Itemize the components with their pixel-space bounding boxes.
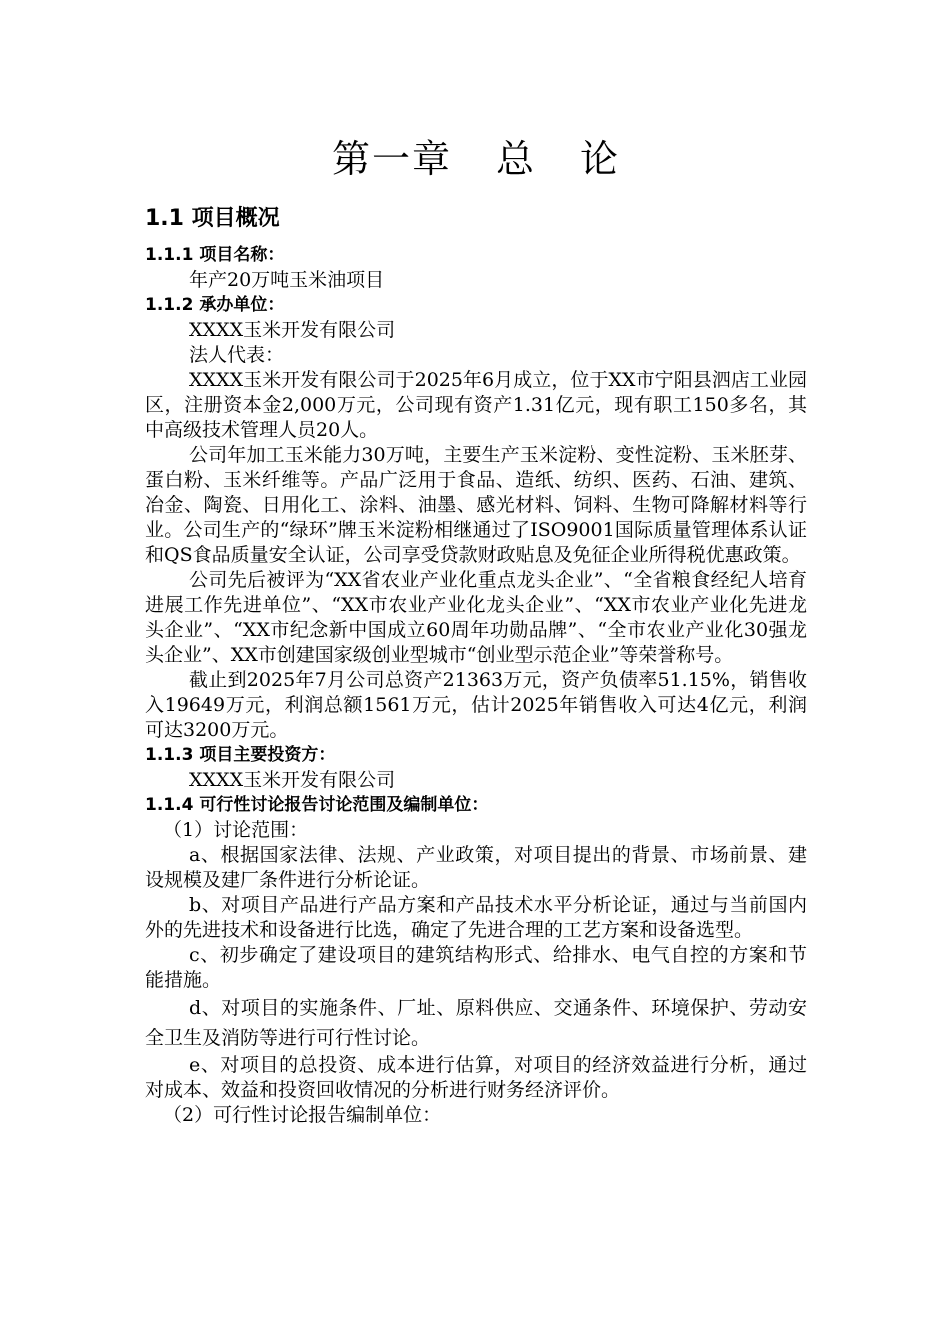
- scope-item-b: b、对项目产品进行产品方案和产品技术水平分析论证，通过与当前国内外的先进技术和设备进行比选，确定了先进合理的工艺方案和设备选型。: [145, 894, 807, 941]
- chapter-title: [145, 128, 807, 183]
- scope-item-a: a、根据国家法律、法规、产业政策，对项目提出的背景、市场前景、建设规模及建厂条件进行分析论证。: [145, 844, 807, 891]
- company-finance-paragraph: 截止到2025年7月公司总资产21363万元，资产负债率51.15%，销售收入19649万元，利润总额1561万元，估计2025年销售收入可达4亿元，利润可达3200万元。: [145, 669, 807, 741]
- chapter-title-word-2: 论: [580, 137, 621, 181]
- company-name: XXXX玉米开发有限公司: [189, 319, 396, 341]
- heading-1-1-3: 1.1.3 项目主要投资方：: [145, 745, 336, 765]
- heading-1-1-1: 1.1.1 项目名称：: [145, 245, 285, 265]
- compiling-unit-label: （2）可行性讨论报告编制单位：: [163, 1104, 442, 1126]
- section-heading: 1.1 项目概况: [145, 206, 280, 231]
- scope-label: （1）讨论范围：: [163, 819, 309, 841]
- chapter-title-word-1: 总: [495, 137, 536, 181]
- scope-item-c: c、初步确定了建设项目的建筑结构形式、给排水、电气自控的方案和节能措施。: [145, 944, 807, 991]
- scope-item-d: d、对项目的实施条件、厂址、原料供应、交通条件、环境保护、劳动安全卫生及消防等进行可行性讨论。: [145, 997, 807, 1049]
- document-body: [145, 204, 807, 1128]
- scope-item-e: e、对项目的总投资、成本进行估算，对项目的经济效益进行分析，通过对成本、效益和投资回收情况的分析进行财务经济评价。: [145, 1054, 807, 1101]
- heading-1-1-4: 1.1.4 可行性讨论报告讨论范围及编制单位：: [145, 795, 489, 815]
- legal-representative: 法人代表：: [189, 344, 285, 366]
- heading-1-1-2: 1.1.2 承办单位：: [145, 295, 285, 315]
- company-intro-paragraph: XXXX玉米开发有限公司于2025年6月成立，位于XX市宁阳县泗店工业园区，注册资本金2,000万元，公司现有资产1.31亿元，现有职工150多名，其中高级技术管理人员20人。: [145, 369, 807, 441]
- chapter-title-number: 第一章: [331, 137, 452, 181]
- company-honors-paragraph: 公司先后被评为“XX省农业产业化重点龙头企业”、“全省粮食经纪人培育进展工作先进单位”、“XX市农业产业化龙头企业”、“XX市农业产业化先进龙头企业”、“XX市纪念新中国成立60周年功勋品牌”、“全市农业产业化30强龙头企业”、XX市创建国家级创业型城市“创业型示范企业”等荣誉称号。: [145, 569, 807, 666]
- project-name: 年产20万吨玉米油项目: [189, 269, 385, 291]
- company-products-paragraph: 公司年加工玉米能力30万吨，主要生产玉米淀粉、变性淀粉、玉米胚芽、蛋白粉、玉米纤维等。产品广泛用于食品、造纸、纺织、医药、石油、建筑、冶金、陶瓷、日用化工、涂料、油墨、感光材料、饲料、生物可降解材料等行业。公司生产的“绿环”牌玉米淀粉相继通过了ISO9001国际质量管理体系认证和QS食品质量安全认证，公司享受贷款财政贴息及免征企业所得税优惠政策。: [145, 444, 807, 566]
- investor-name: XXXX玉米开发有限公司: [189, 769, 396, 791]
